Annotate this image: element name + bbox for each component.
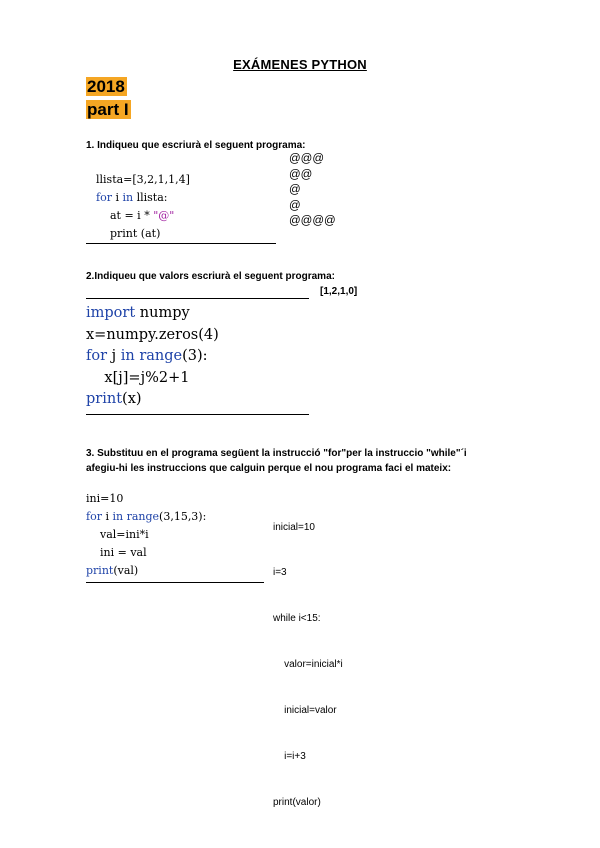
code-line (96, 207, 190, 225)
answer-line: i=3 (273, 567, 287, 579)
code-keyword: in (120, 348, 135, 364)
answer-line: print(valor) (273, 796, 321, 808)
answer-line: @ (289, 184, 301, 196)
code-line: x=numpy.zeros(4) (86, 326, 219, 343)
code-text: (x) (122, 391, 142, 407)
question-3-line-2: afegiu-hi les instruccions que calguin perque el nou programa faci el mateix: (86, 463, 452, 474)
question-1-answer (289, 152, 336, 230)
code-line (86, 562, 206, 580)
code-keyword: print (86, 391, 123, 407)
question-2-text: 2.Indiqueu que valors escriurà el seguent programa: (86, 271, 335, 282)
code-line: ini=10 (86, 492, 124, 505)
code-keyword: for (96, 191, 112, 204)
part-label: part I (87, 100, 129, 119)
code-text: (val) (113, 564, 139, 577)
code-text: at = i * (96, 209, 154, 222)
code-keyword: in (122, 191, 134, 204)
code-keyword: range (126, 510, 160, 523)
code-line (86, 346, 219, 368)
code-keyword: print (86, 564, 114, 577)
code-line: llista=[3,2,1,1,4] (96, 173, 190, 186)
question-3-code (86, 490, 206, 580)
answer-line: inicial=10 (273, 521, 315, 533)
code-keyword: in (112, 510, 124, 523)
code-line (96, 189, 190, 207)
code-text: (3): (182, 348, 208, 364)
year-label: 2018 (87, 77, 125, 96)
code-line (86, 508, 206, 526)
code-text: llista: (133, 191, 168, 204)
question-2-code (86, 303, 219, 411)
code-keyword: for (86, 348, 108, 364)
code-line: val=ini*i (86, 528, 149, 541)
answer-line: @ (289, 199, 301, 212)
answer-line: @@@ (289, 153, 325, 165)
answer-line: @@ (289, 168, 313, 181)
divider (86, 582, 264, 583)
year-heading (86, 77, 127, 97)
code-line: x[j]=j%2+1 (86, 369, 190, 386)
divider (86, 414, 309, 415)
part-heading (86, 100, 131, 120)
code-text: numpy (135, 305, 190, 321)
question-3-text (86, 446, 467, 476)
code-keyword: for (86, 510, 102, 523)
answer-line: while i<15: (273, 613, 321, 625)
code-line (86, 303, 219, 325)
code-keyword: range (139, 348, 183, 364)
code-text: (3,15,3): (159, 510, 207, 523)
question-3-line-1: 3. Substituu en el programa següent la instrucció "for"per la instruccio "while"´i (86, 448, 467, 459)
question-3-answer (273, 489, 343, 826)
code-string: "@" (153, 209, 175, 222)
answer-line: i=i+3 (273, 751, 306, 763)
divider (86, 243, 276, 244)
code-text: i (101, 510, 113, 523)
answer-line-rule (86, 298, 309, 299)
answer-line: inicial=valor (273, 705, 337, 717)
code-line: print (at) (96, 227, 161, 240)
code-line (86, 389, 219, 411)
question-1-code (96, 171, 190, 243)
answer-line: valor=inicial*i (273, 659, 343, 671)
page-title: EXÁMENES PYTHON (233, 57, 367, 72)
question-1-text: 1. Indiqueu que escriurà el seguent programa: (86, 140, 306, 151)
code-text: j (107, 348, 121, 364)
code-text: i (111, 191, 123, 204)
code-line: ini = val (86, 546, 147, 559)
question-2-answer: [1,2,1,0] (320, 286, 358, 297)
answer-line: @@@@ (289, 215, 336, 227)
code-keyword: import (86, 305, 136, 321)
